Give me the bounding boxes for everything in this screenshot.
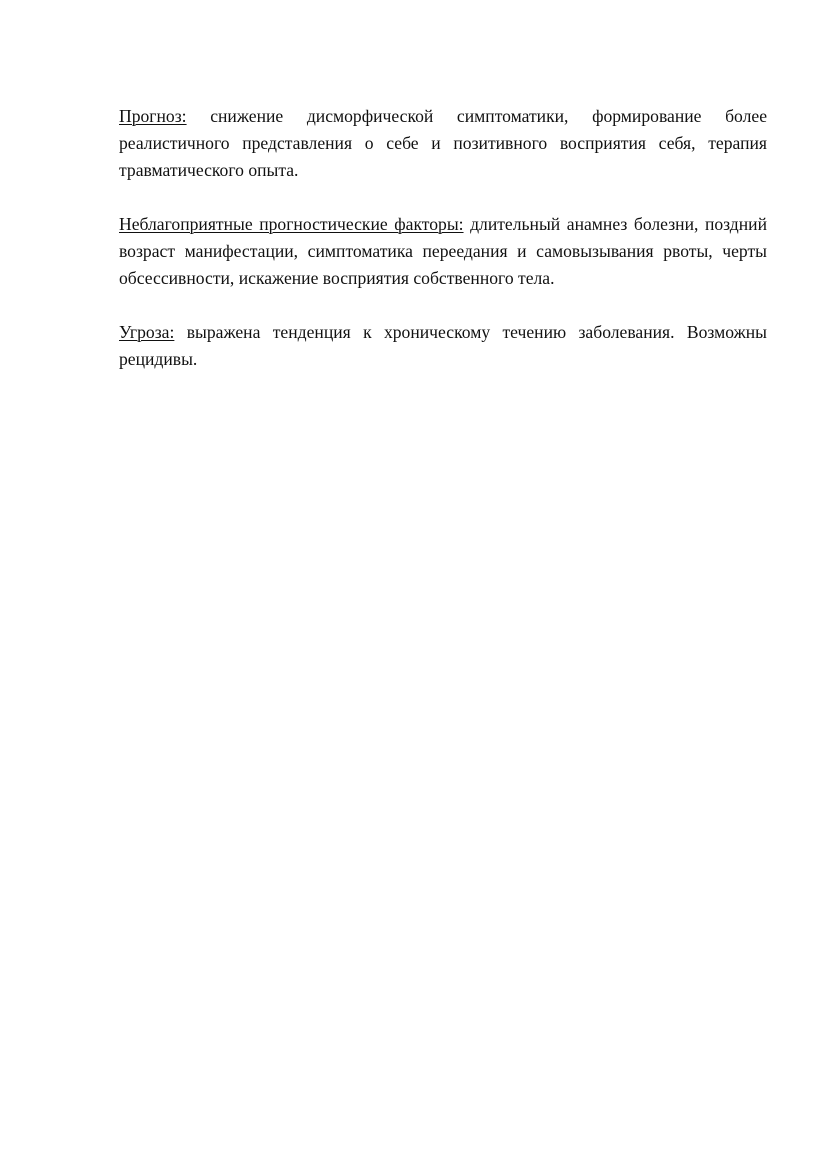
threat-term: Угроза:	[119, 322, 175, 342]
prognosis-term: Прогноз:	[119, 106, 187, 126]
unfavorable-factors-text: длительный анамнез болезни, поздний возраст манифестации, симптоматика переедания и самовызывания рвоты, черты обсессивности, искажение восприятия собственного тела.	[119, 214, 767, 288]
threat-text: выражена тенденция к хроническому течению заболевания. Возможны рецидивы.	[119, 322, 767, 369]
prognosis-paragraph	[119, 103, 767, 184]
unfavorable-factors-paragraph	[119, 211, 767, 292]
unfavorable-factors-term: Неблагоприятные прогностические факторы:	[119, 214, 464, 234]
prognosis-text: снижение дисморфической симптоматики, формирование более реалистичного представления о себе и позитивного восприятия себя, терапия травматического опыта.	[119, 106, 767, 180]
document-body	[119, 103, 767, 400]
threat-paragraph	[119, 319, 767, 373]
